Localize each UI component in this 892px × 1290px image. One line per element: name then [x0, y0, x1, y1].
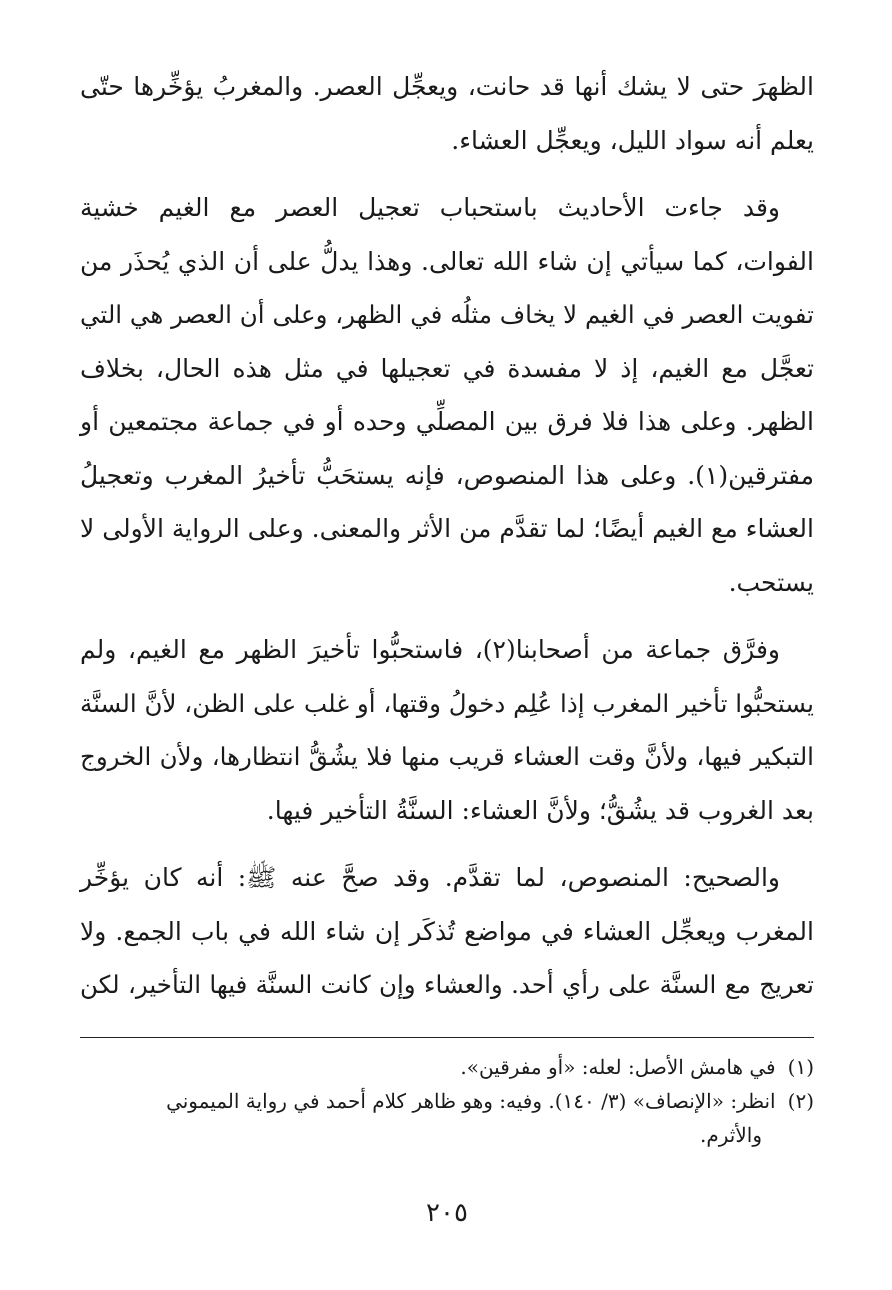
text-line: وقد جاءت الأحاديث باستحباب تعجيل العصر مع الغيم خشية: [80, 193, 780, 222]
footnote-text: انظر: «الإنصاف» (٣/ ١٤٠). وفيه: وهو ظاهر كلام أحمد في رواية الميموني: [166, 1089, 776, 1113]
book-page: [80, 60, 814, 1240]
footnote-number: (١): [787, 1055, 814, 1079]
text-line: يستحب.: [728, 567, 814, 597]
text-line: التبكير فيها، ولأنَّ وقت العشاء قريب منها فلا يشُقُّ انتظارها، ولأن الخروج: [80, 742, 814, 771]
footnote-number: (٢): [787, 1089, 814, 1113]
text-line: الظهرَ حتى لا يشك أنها قد حانت، ويعجِّل العصر. والمغربُ يؤخِّرها حتّى: [80, 72, 814, 101]
text-line: الظهر. وعلى هذا فلا فرق بين المصلِّي وحده أو في جماعة مجتمعين أو: [80, 407, 814, 436]
text-line: المغرب ويعجِّل العشاء في مواضع تُذكَر إن شاء الله في باب الجمع. ولا: [80, 916, 814, 946]
paragraph-3: [80, 623, 814, 837]
footnote-1: [80, 1050, 814, 1084]
main-text: [80, 60, 814, 1012]
text-line: تفويت العصر في الغيم لا يخاف مثلُه في الظهر، وعلى أن العصر هي التي: [80, 300, 814, 329]
text-line: يستحبُّوا تأخير المغرب إذا عُلِم دخولُ وقتها، أو غلب على الظن، لأنَّ السنَّة: [80, 688, 814, 718]
footnote-2: [80, 1084, 814, 1118]
footnote-text: في هامش الأصل: لعله: «أو مفرقين».: [460, 1055, 776, 1079]
page-number: ٢٠٥: [426, 1198, 468, 1228]
paragraph-1: [80, 60, 814, 167]
paragraph-2: [80, 181, 814, 609]
text-line: الفوات، كما سيأتي إن شاء الله تعالى. وهذا يدلُّ على أن الذي يُحذَر من: [80, 246, 814, 276]
text-line: العشاء مع الغيم أيضًا؛ لما تقدَّم من الأثر والمعنى. وعلى الرواية الأولى لا: [80, 514, 814, 543]
footnotes: [80, 1050, 814, 1152]
footnote-2-continuation: والأثرم.: [700, 1123, 762, 1147]
text-line: بعد الغروب قد يشُقُّ؛ ولأنَّ العشاء: السنَّةُ التأخير فيها.: [266, 795, 814, 825]
text-line: والصحيح: المنصوص، لما تقدَّم. وقد صحَّ عنه ﷺ: أنه كان يؤخِّر: [80, 863, 780, 892]
text-line: تعجَّل مع الغيم، إذ لا مفسدة في تعجيلها في مثل هذه الحال، بخلاف: [80, 353, 814, 383]
text-line: مفترقين(١). وعلى هذا المنصوص، فإنه يستحَبُّ تأخيرُ المغرب وتعجيلُ: [80, 460, 814, 490]
text-line: وفرَّق جماعة من أصحابنا(٢)، فاستحبُّوا تأخيرَ الظهر مع الغيم، ولم: [80, 635, 780, 664]
footnote-separator: [80, 1037, 814, 1038]
text-line: يعلم أنه سواد الليل، ويعجِّل العشاء.: [451, 125, 814, 155]
paragraph-4: [80, 851, 814, 1012]
text-line: تعريج مع السنَّة على رأي أحد. والعشاء وإن كانت السنَّة فيها التأخير، لكن: [80, 970, 814, 999]
